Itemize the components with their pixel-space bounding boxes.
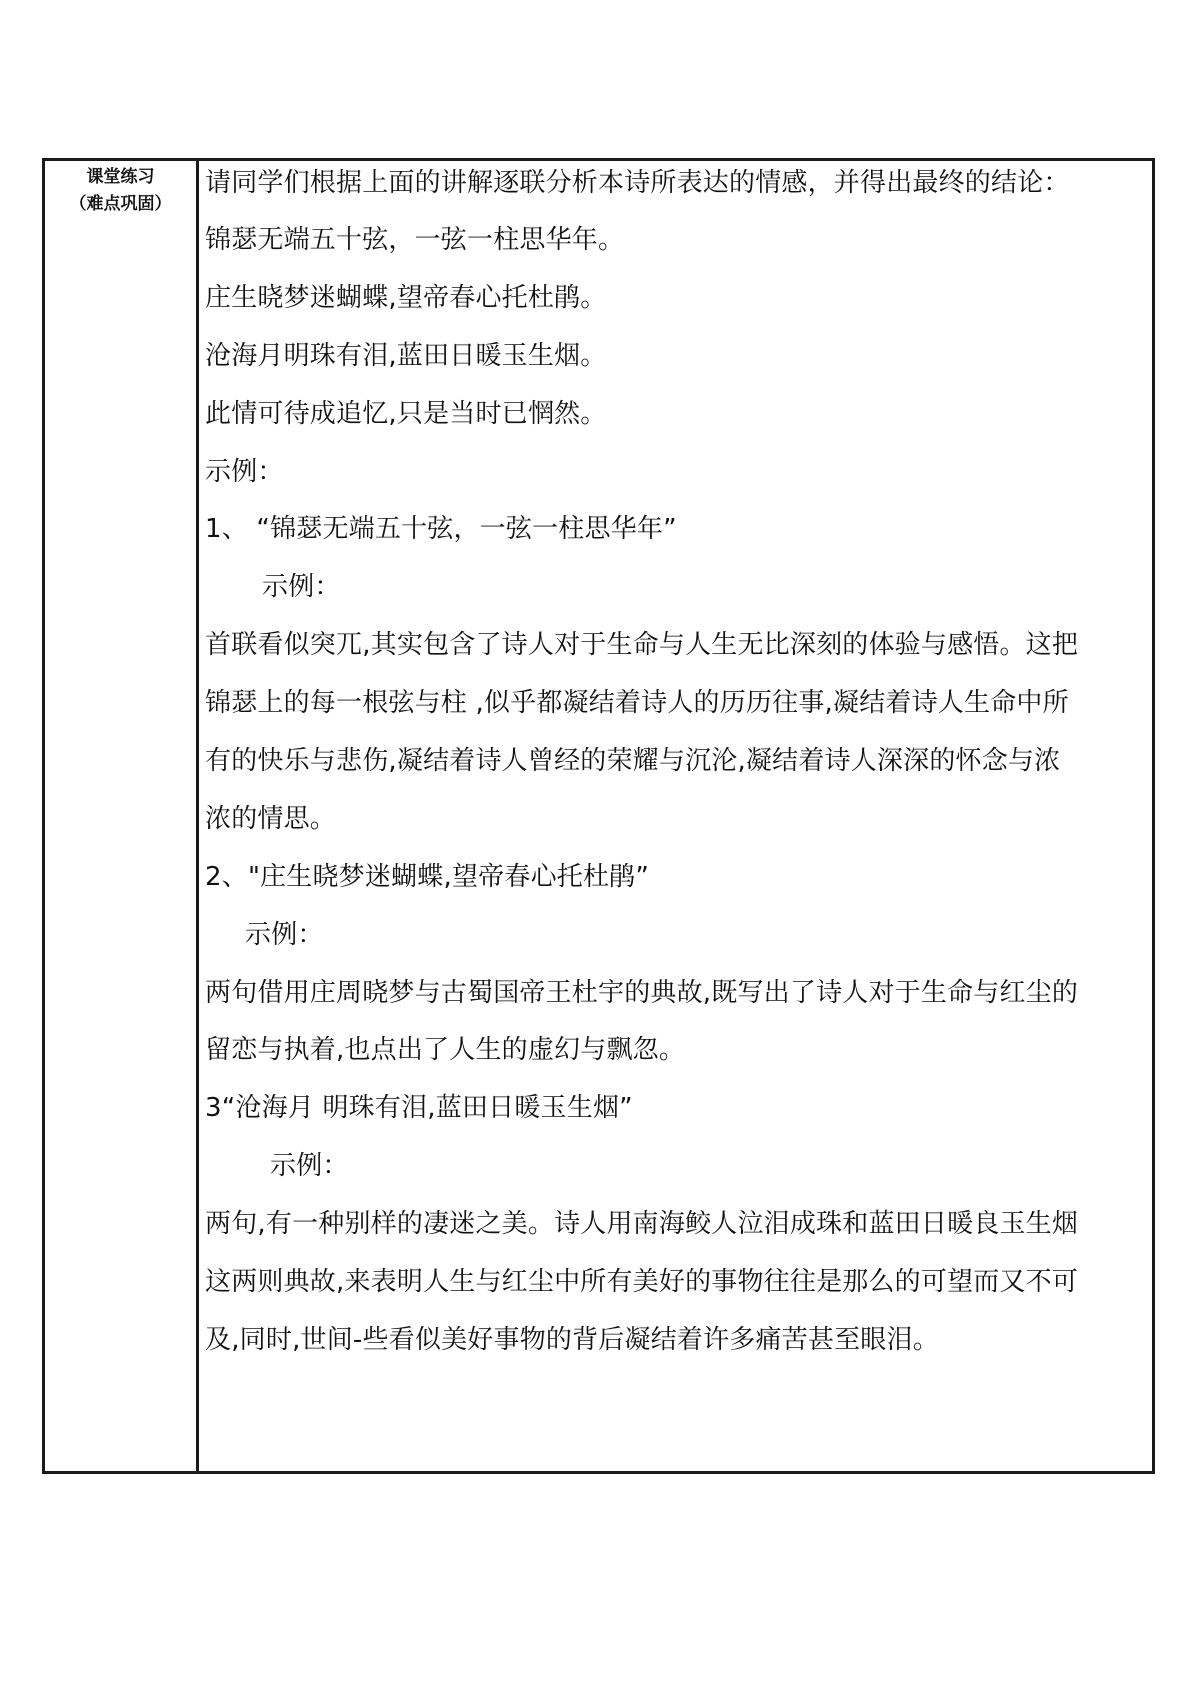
couplet-3-example-label: 示例： — [270, 1151, 349, 1181]
couplet-3-analysis-line-1: 两句,有一种别样的凄迷之美。诗人用南海鲛人泣泪成珠和蓝田日暖良玉生烟 — [205, 1209, 1079, 1239]
couplet-1-heading: 1、 “锦瑟无端五十弦，一弦一柱思华年” — [205, 514, 677, 544]
couplet-2-example-label: 示例： — [245, 920, 324, 950]
poem-line-4: 此情可待成追忆,只是当时已惘然。 — [205, 399, 607, 429]
section-label-title: 课堂练习 — [86, 167, 155, 187]
poem-line-1: 锦瑟无端五十弦，一弦一柱思华年。 — [205, 225, 625, 255]
section-label-cell — [45, 161, 196, 218]
couplet-1-analysis-line-3: 有的快乐与悲伤,凝结着诗人曾经的荣耀与沉沦,凝结着诗人深深的怀念与浓 — [205, 746, 1061, 776]
couplet-1-analysis-line-1: 首联看似突兀,其实包含了诗人对于生命与人生无比深刻的体验与感悟。这把 — [205, 630, 1079, 660]
couplet-1-analysis-line-4: 浓的情思。 — [205, 804, 337, 834]
example-heading: 示例： — [205, 457, 284, 487]
poem-line-3: 沧海月明珠有泪,蓝田日暖玉生烟。 — [205, 341, 607, 371]
couplet-3-heading: 3“沧海月 明珠有泪,蓝田日暖玉生烟” — [205, 1093, 633, 1123]
couplet-1-example-label: 示例： — [262, 572, 341, 602]
section-label-subtitle: （难点巩固） — [69, 194, 172, 214]
couplet-2-analysis-line-1: 两句借用庄周晓梦与古蜀国帝王杜宇的典故,既写出了诗人对于生命与红尘的 — [205, 978, 1079, 1008]
couplet-3-analysis-line-2: 这两则典故,来表明人生与红尘中所有美好的事物往往是那么的可望而又不可 — [205, 1267, 1079, 1297]
couplet-1-analysis-line-2: 锦瑟上的每一根弦与柱 ,似乎都凝结着诗人的历历往事,凝结着诗人生命中所 — [205, 688, 1069, 718]
instruction-line: 请同学们根据上面的讲解逐联分析本诗所表达的情感，并得出最终的结论： — [205, 168, 1070, 198]
column-divider — [196, 161, 199, 1471]
poem-line-2: 庄生晓梦迷蝴蝶,望帝春心托杜鹃。 — [205, 283, 607, 313]
couplet-3-analysis-line-3: 及,同时,世间-些看似美好事物的背后凝结着许多痛苦甚至眼泪。 — [205, 1325, 939, 1355]
lesson-table — [42, 158, 1155, 1474]
couplet-2-heading: 2、"庄生晓梦迷蝴蝶,望帝春心托杜鹃” — [205, 862, 650, 892]
couplet-2-analysis-line-2: 留恋与执着,也点出了人生的虚幻与飘忽。 — [205, 1035, 686, 1065]
